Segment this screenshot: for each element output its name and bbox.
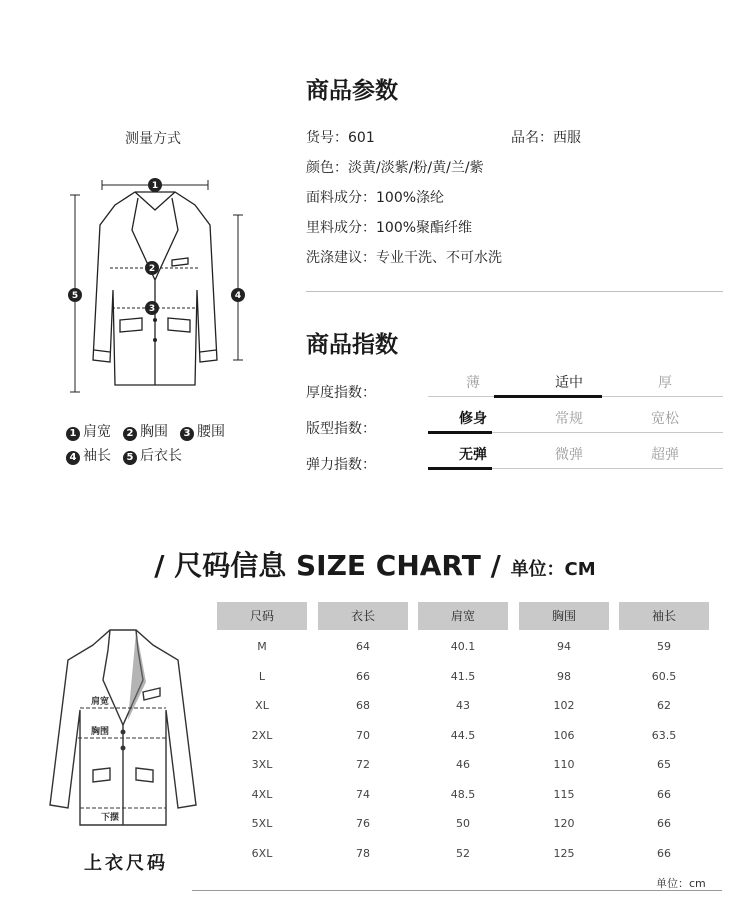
table-cell: L (258, 669, 266, 683)
legend-label: 胸围 (140, 424, 168, 440)
table-cell: 4XL (251, 787, 273, 801)
section-divider (306, 291, 723, 292)
product-index-title: 商品指数 (306, 332, 398, 358)
diagram-label-chest: 胸围 (90, 727, 110, 737)
table-cell: 64 (356, 640, 370, 653)
legend-item (123, 444, 182, 468)
table-cell: 43 (456, 699, 470, 712)
index-option: 宽松 (651, 411, 679, 427)
legend-label: 袖长 (83, 448, 111, 464)
number-badge-icon: 1 (66, 427, 80, 441)
legend-item (180, 420, 225, 444)
legend-row (66, 420, 237, 444)
bottom-divider (192, 890, 722, 891)
legend-label: 肩宽 (83, 424, 111, 440)
table-cell: 2XL (251, 728, 273, 742)
index-option: 超弹 (651, 447, 679, 463)
table-cell: 70 (356, 728, 370, 742)
number-badge-icon: 4 (66, 451, 80, 465)
svg-text:3: 3 (148, 304, 156, 314)
index-option: 常规 (555, 411, 583, 427)
legend-label: 后衣长 (140, 448, 182, 464)
table-cell: 46 (456, 758, 470, 771)
top-size-label: 上衣尺码 (84, 853, 168, 874)
table-header-cell: 衣长 (318, 602, 408, 630)
jacket-size-diagram (48, 620, 198, 830)
table-cell: 94 (557, 640, 571, 653)
table-cell: 3XL (251, 758, 273, 771)
legend-item (123, 420, 168, 444)
table-cell: 65 (657, 758, 671, 771)
table-cell: 66 (657, 846, 671, 860)
table-cell: 63.5 (651, 728, 677, 742)
legend-item (66, 420, 111, 444)
table-header-cell: 肩宽 (418, 602, 508, 630)
index-row (306, 368, 723, 404)
diagram-label-shoulder: 肩宽 (90, 697, 110, 707)
table-cell: 72 (356, 758, 370, 771)
unit-note: 单位：cm (656, 877, 706, 890)
table-cell: 74 (356, 787, 370, 801)
table-cell: 76 (356, 817, 370, 830)
index-selected-bar (428, 431, 492, 434)
table-cell: 48.5 (450, 787, 476, 801)
number-badge-icon: 5 (123, 451, 137, 465)
svg-text:5: 5 (71, 291, 79, 301)
size-chart-title-unit: 单位：CM (510, 559, 596, 580)
table-cell: 68 (356, 699, 370, 712)
table-cell: 6XL (251, 846, 273, 860)
measure-method-title: 测量方式 (125, 131, 181, 147)
legend-label: 腰围 (197, 424, 225, 440)
index-selected-bar (428, 467, 492, 470)
table-cell: 106 (553, 728, 575, 742)
item-color: 颜色：淡黄/淡紫/粉/黄/兰/紫 (306, 160, 484, 176)
table-cell: 5XL (251, 817, 273, 830)
table-header-cell: 尺码 (217, 602, 307, 630)
product-params-title: 商品参数 (306, 78, 398, 104)
table-header-cell: 胸围 (519, 602, 609, 630)
index-option: 修身 (459, 411, 487, 427)
table-cell: 125 (553, 846, 575, 860)
table-cell: 59 (657, 640, 671, 653)
table-cell: 50 (456, 817, 470, 830)
index-option: 厚 (658, 375, 672, 391)
index-row (306, 440, 723, 476)
index-option: 微弹 (555, 447, 583, 463)
table-cell: 52 (456, 846, 470, 860)
svg-text:2: 2 (148, 264, 156, 274)
diagram-label-hem: 下摆 (100, 813, 120, 823)
legend-item (66, 444, 111, 468)
table-cell: 78 (356, 846, 370, 860)
index-label: 弹力指数： (306, 457, 376, 473)
index-option: 无弹 (459, 447, 487, 463)
index-option: 薄 (466, 375, 480, 391)
table-cell: XL (255, 699, 269, 712)
table-cell: 41.5 (450, 669, 476, 683)
table-cell: 115 (553, 787, 575, 801)
item-name: 品名：西服 (511, 130, 581, 146)
item-lining: 里料成分：100%聚酯纤维 (306, 220, 473, 236)
table-cell: 66 (657, 817, 671, 830)
table-cell: 66 (657, 787, 671, 801)
table-cell: 98 (557, 669, 571, 683)
measurement-legend (66, 420, 237, 468)
table-cell: 40.1 (450, 640, 476, 653)
table-cell: 110 (553, 758, 575, 771)
index-row (306, 404, 723, 440)
size-chart-title-main: / 尺码信息 SIZE CHART / (154, 549, 501, 582)
table-cell: 102 (553, 699, 575, 712)
number-badge-icon: 3 (180, 427, 194, 441)
index-selected-bar (494, 395, 602, 398)
table-cell: M (257, 640, 267, 653)
item-wash: 洗涤建议：专业干洗、不可水洗 (306, 250, 502, 266)
index-label: 厚度指数： (306, 385, 376, 401)
item-fabric: 面料成分：100%涤纶 (306, 190, 445, 206)
jacket-measurement-diagram (60, 170, 250, 405)
table-cell: 120 (553, 817, 575, 830)
svg-text:4: 4 (234, 291, 242, 301)
table-cell: 60.5 (651, 669, 677, 683)
legend-row (66, 444, 237, 468)
table-cell: 66 (356, 669, 370, 683)
index-option: 适中 (555, 375, 583, 391)
table-header-cell: 袖长 (619, 602, 709, 630)
svg-text:1: 1 (151, 181, 159, 191)
table-cell: 44.5 (450, 728, 476, 742)
index-label: 版型指数： (306, 421, 376, 437)
product-params-list (306, 128, 581, 278)
item-number: 货号：601 (306, 130, 375, 146)
table-cell: 62 (657, 699, 671, 712)
number-badge-icon: 2 (123, 427, 137, 441)
size-chart-title (0, 544, 750, 584)
